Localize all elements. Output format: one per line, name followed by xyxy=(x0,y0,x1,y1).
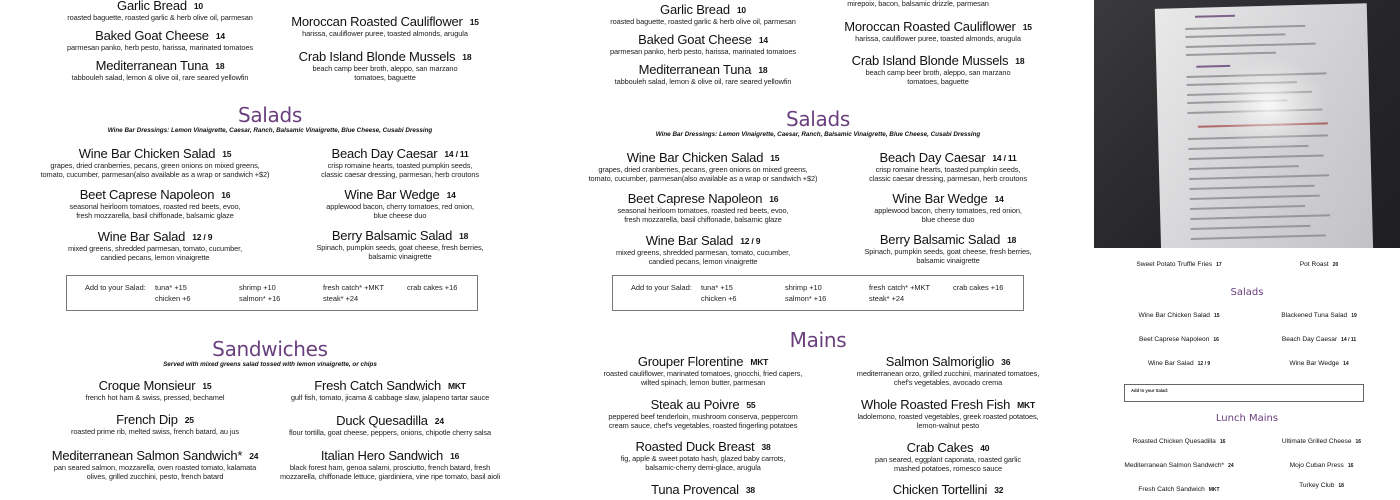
item-name: Wine Bar Chicken Salad xyxy=(626,150,764,165)
menu-item-tuna-provencal xyxy=(593,482,813,497)
item-price: 10 xyxy=(736,5,746,15)
item-price: 14 xyxy=(446,190,456,200)
item-name: Steak au Poivre xyxy=(650,397,740,412)
item-desc: wilted spinach, lemon butter, parmesan xyxy=(640,378,766,387)
menu-photo-panel xyxy=(1094,0,1400,500)
section-subtitle-dressings: Wine Bar Dressings: Lemon Vinaigrette, Caesar, Ranch, Balsamic Vinaigrette, Blue Cheese, Cusabi Dressing xyxy=(107,127,433,134)
mini-item-beach-caesar: Beach Day Caesar 14 / 11 xyxy=(1281,336,1357,343)
item-price: 32 xyxy=(994,485,1004,495)
item-desc: tomatoes, baguette xyxy=(907,77,969,86)
item-desc: beach camp beer broth, aleppo, san marzano xyxy=(312,64,458,73)
item-desc: tabbouleh salad, lemon & olive oil, rare seared yellowfin xyxy=(614,77,792,86)
item-name: Duck Quesadilla xyxy=(336,413,428,428)
item-price: 24 xyxy=(249,451,259,461)
item-name: Wine Bar Salad xyxy=(97,229,186,244)
item-name: Croque Monsieur xyxy=(98,378,196,393)
mini-item-turkey-club: Turkey Club 18 xyxy=(1299,482,1344,489)
addon-steak: steak* +24 xyxy=(869,294,905,303)
item-desc: Spinach, pumpkin seeds, goat cheese, fresh berries, xyxy=(864,247,1032,256)
item-desc: Spinach, pumpkin seeds, goat cheese, fresh berries, xyxy=(316,243,484,252)
menu-item-whole-roasted-fish xyxy=(838,397,1058,430)
item-desc: peppered beef tenderloin, mushroom conserva, peppercorn xyxy=(608,412,798,421)
menu-page-left xyxy=(0,0,548,500)
item-name: Berry Balsamic Salad xyxy=(331,228,453,243)
item-desc: french hot ham & swiss, pressed, bechamel xyxy=(85,393,225,402)
item-desc: balsamic vinaigrette xyxy=(368,252,432,261)
item-price: 38 xyxy=(761,442,771,452)
addons-label: Add to your Salad: xyxy=(85,283,146,292)
item-desc: parmesan panko, herb pesto, harissa, marinated tomatoes xyxy=(610,47,796,56)
menu-item-duck-quesadilla xyxy=(280,413,500,437)
menu-item-beet-caprese xyxy=(593,191,813,224)
mini-item-pot-roast: Pot Roast 20 xyxy=(1299,261,1339,268)
item-name: Mediterranean Tuna xyxy=(95,58,209,73)
item-name: Garlic Bread xyxy=(117,0,187,13)
menu-item-beach-day-caesar xyxy=(848,150,1048,183)
item-desc: flour tortilla, goat cheese, peppers, onions, chipotle cherry salsa xyxy=(289,428,491,437)
item-name: Salmon Salmoriglio xyxy=(885,354,995,369)
section-title-sandwiches: Sandwiches xyxy=(212,337,328,361)
item-desc: classic caesar dressing, parmesan, herb croutons xyxy=(321,170,479,179)
item-name: Beach Day Caesar xyxy=(879,150,986,165)
item-name: Crab Island Blonde Mussels xyxy=(851,53,1009,68)
item-desc: seasonal heirloom tomatoes, roasted red beets, evoo, xyxy=(69,202,241,211)
item-name: Wine Bar Chicken Salad xyxy=(78,146,216,161)
item-desc: tomato, cucumber, parmesan(also available as a wrap or sandwich +$2) xyxy=(40,170,270,179)
item-name: Wine Bar Salad xyxy=(645,233,734,248)
item-name: Mediterranean Salmon Sandwich* xyxy=(51,448,243,463)
menu-item-garlic-bread xyxy=(60,0,260,22)
menu-item-crab-cakes xyxy=(838,440,1058,473)
item-name: Moroccan Roasted Cauliflower xyxy=(844,19,1016,34)
item-desc: balsamic vinaigrette xyxy=(916,256,980,265)
menu-item-baked-goat-cheese xyxy=(60,28,260,52)
item-desc: crisp romaine hearts, toasted pumpkin seeds, xyxy=(327,161,473,170)
item-desc: classic caesar dressing, parmesan, herb croutons xyxy=(869,174,1027,183)
item-price: 15 xyxy=(469,17,479,27)
mini-item-chicken-quesadilla: Roasted Chicken Quesadilla 16 xyxy=(1132,438,1226,445)
item-price: 18 xyxy=(1015,56,1025,66)
menu-item-grouper-florentine xyxy=(588,354,818,387)
addons-label: Add to your Salad: xyxy=(631,283,692,292)
item-desc: parmesan panko, herb pesto, harissa, marinated tomatoes xyxy=(67,43,253,52)
item-name: Garlic Bread xyxy=(660,2,730,17)
menu-item-garlic-bread xyxy=(603,2,803,26)
item-price: 18 xyxy=(459,231,469,241)
item-desc: roasted cauliflower, marinated tomatoes, gnocchi, fried capers, xyxy=(603,369,803,378)
addon-tuna: tuna* +15 xyxy=(155,283,187,292)
menu-item-crab-island-mussels xyxy=(833,53,1043,86)
mini-item-wine-bar-salad: Wine Bar Salad 12 / 9 xyxy=(1147,360,1211,367)
item-desc: gulf fish, tomato, jicama & cabbage slaw, jalapeno tartar sauce xyxy=(290,393,490,402)
item-desc: ladolemono, roasted vegetables, greek roasted potatoes, xyxy=(857,412,1039,421)
item-desc: grapes, dried cranberries, pecans, green onions on mixed greens, xyxy=(50,161,260,170)
addon-salmon: salmon* +16 xyxy=(239,294,281,303)
mini-item-blackened-tuna: Blackened Tuna Salad 19 xyxy=(1281,312,1357,319)
item-price: 15 xyxy=(1022,22,1032,32)
item-price: 16 xyxy=(769,194,779,204)
item-name: Crab Island Blonde Mussels xyxy=(298,49,456,64)
item-price: 15 xyxy=(222,149,232,159)
item-desc: roasted prime rib, melted swiss, french batard, au jus xyxy=(71,427,239,436)
item-price: 14 / 11 xyxy=(992,153,1017,163)
item-price: 55 xyxy=(746,400,756,410)
item-name: Chicken Tortellini xyxy=(892,482,988,497)
item-name: Beach Day Caesar xyxy=(331,146,438,161)
menu-photo xyxy=(1094,0,1400,248)
menu-item-mediterranean-tuna xyxy=(603,62,803,86)
item-name: Fresh Catch Sandwich xyxy=(314,378,441,393)
item-desc: mixed greens, shredded parmesan, tomato, cucumber, xyxy=(67,244,243,253)
item-name: Italian Hero Sandwich xyxy=(320,448,444,463)
item-price: 14 / 11 xyxy=(444,149,469,159)
item-price: MKT xyxy=(750,357,769,367)
mini-item-salmon-sandwich: Mediterranean Salmon Sandwich* 24 xyxy=(1124,462,1234,469)
section-title-mains: Mains xyxy=(789,328,847,352)
item-desc: mediterranean orzo, grilled zucchini, marinated tomatoes, xyxy=(856,369,1040,378)
menu-item-croque-monsieur xyxy=(45,378,265,402)
item-desc: candied pecans, lemon vinaigrette xyxy=(648,257,758,266)
item-name: Wine Bar Wedge xyxy=(892,191,988,206)
item-price: 24 xyxy=(434,416,444,426)
item-price: 40 xyxy=(980,443,990,453)
addon-chicken: chicken +6 xyxy=(155,294,191,303)
item-price: 12 / 9 xyxy=(740,236,761,246)
item-desc: mixed greens, shredded parmesan, tomato, cucumber, xyxy=(615,248,791,257)
section-title-salads: Salads xyxy=(237,103,303,127)
item-price: 10 xyxy=(193,1,203,11)
mini-item-mojo-cuban: Mojo Cuban Press 16 xyxy=(1289,462,1354,469)
menu-item-beet-caprese xyxy=(45,187,265,220)
mini-menu-page xyxy=(1094,248,1400,500)
item-desc: fresh mozzarella, basil chiffonade, balsamic glaze xyxy=(624,215,782,224)
item-desc: balsamic-cherry demi-glace, arugula xyxy=(645,463,761,472)
mini-item-grilled-cheese: Ultimate Grilled Cheese 16 xyxy=(1281,438,1362,445)
menu-item-steak-au-poivre xyxy=(593,397,813,430)
mini-addons-box: Add to your Salad: xyxy=(1124,384,1364,402)
item-price: 12 / 9 xyxy=(192,232,213,242)
addon-shrimp: shrimp +10 xyxy=(785,283,822,292)
menu-item-berry-balsamic xyxy=(848,232,1048,265)
item-desc: fig, apple & sweet potato hash, glazed baby carrots, xyxy=(620,454,786,463)
mini-item-wine-bar-wedge: Wine Bar Wedge 14 xyxy=(1289,360,1349,367)
mini-item-chicken-salad: Wine Bar Chicken Salad 15 xyxy=(1138,312,1220,319)
menu-item-beach-day-caesar xyxy=(300,146,500,179)
light-glare xyxy=(1214,60,1324,150)
item-price: MKT xyxy=(447,381,466,391)
top-cut-desc: mirepoix, bacon, balsamic drizzle, parmesan xyxy=(847,0,989,8)
item-name: Moroccan Roasted Cauliflower xyxy=(291,14,463,29)
item-price: 18 xyxy=(462,52,472,62)
item-name: French Dip xyxy=(116,412,178,427)
item-price: 14 xyxy=(994,194,1004,204)
mini-item-beet-caprese: Beet Caprese Napoleon 16 xyxy=(1139,336,1219,343)
item-price: 15 xyxy=(202,381,212,391)
item-name: Beet Caprese Napoleon xyxy=(79,187,215,202)
addon-fresh-catch: fresh catch* +MKT xyxy=(869,283,930,292)
menu-item-wine-bar-salad xyxy=(593,233,813,266)
menu-item-wine-bar-chicken-salad xyxy=(40,146,270,179)
item-price: 18 xyxy=(215,61,225,71)
menu-item-wine-bar-wedge xyxy=(300,187,500,220)
addon-steak: steak* +24 xyxy=(323,294,359,303)
item-price: 38 xyxy=(745,485,755,495)
menu-item-wine-bar-wedge xyxy=(848,191,1048,224)
item-desc: candied pecans, lemon vinaigrette xyxy=(100,253,210,262)
item-price: 18 xyxy=(758,65,768,75)
item-desc: fresh mozzarella, basil chiffonade, balsamic glaze xyxy=(76,211,234,220)
item-desc: mashed potatoes, romesco sauce xyxy=(894,464,1002,473)
mini-item-fresh-catch: Fresh Catch Sandwich MKT xyxy=(1138,486,1220,493)
section-subtitle-sandwiches: Served with mixed greens salad tossed with lemon vinaigrette, or chips xyxy=(163,361,377,368)
menu-item-mediterranean-tuna xyxy=(60,58,260,82)
mini-title-salads: Salads xyxy=(1230,287,1264,298)
item-name: Roasted Duck Breast xyxy=(635,439,755,454)
menu-item-salmon-salmoriglio xyxy=(838,354,1058,387)
item-desc: lemon-walnut pesto xyxy=(916,421,980,430)
item-desc: applewood bacon, cherry tomatoes, red onion, xyxy=(326,202,474,211)
item-price: 14 xyxy=(215,31,225,41)
menu-item-chicken-tortellini xyxy=(838,482,1058,497)
item-desc: beach camp beer broth, aleppo, san marzano xyxy=(865,68,1011,77)
item-desc: tomato, cucumber, parmesan(also available as a wrap or sandwich +$2) xyxy=(588,174,818,183)
item-desc: pan seared, eggplant caponata, roasted garlic xyxy=(875,455,1021,464)
menu-item-french-dip xyxy=(45,412,265,436)
menu-item-med-salmon-sandwich xyxy=(45,448,265,481)
item-desc: roasted baguette, roasted garlic & herb olive oil, parmesan xyxy=(67,13,253,22)
addon-tuna: tuna* +15 xyxy=(701,283,733,292)
item-desc: grapes, dried cranberries, pecans, green onions on mixed greens, xyxy=(598,165,808,174)
section-subtitle-dressings: Wine Bar Dressings: Lemon Vinaigrette, Caesar, Ranch, Balsamic Vinaigrette, Blue Cheese, Cusabi Dressing xyxy=(655,131,981,138)
item-name: Grouper Florentine xyxy=(637,354,744,369)
addon-fresh-catch: fresh catch* +MKT xyxy=(323,283,384,292)
menu-item-moroccan-cauliflower xyxy=(280,14,490,38)
menu-page-middle xyxy=(548,0,1096,500)
item-price: 14 xyxy=(758,35,768,45)
addon-shrimp: shrimp +10 xyxy=(239,283,276,292)
item-desc: tabbouleh salad, lemon & olive oil, rare seared yellowfin xyxy=(71,73,249,82)
menu-item-roasted-duck-breast xyxy=(593,439,813,472)
item-name: Baked Goat Cheese xyxy=(638,32,752,47)
item-desc: applewood bacon, cherry tomatoes, red onion, xyxy=(874,206,1022,215)
item-desc: harissa, cauliflower puree, toasted almonds, arugula xyxy=(855,34,1021,43)
item-price: 16 xyxy=(221,190,231,200)
menu-item-fresh-catch-sandwich xyxy=(280,378,500,402)
item-price: MKT xyxy=(1017,400,1035,410)
item-desc: chef's vegetables, avocado crema xyxy=(893,378,1003,387)
menu-item-italian-hero xyxy=(280,448,500,481)
item-price: 16 xyxy=(450,451,460,461)
item-name: Wine Bar Wedge xyxy=(344,187,440,202)
menu-item-moroccan-cauliflower xyxy=(833,19,1043,43)
item-name: Berry Balsamic Salad xyxy=(879,232,1001,247)
item-desc: mozzarella, chiffonade lettuce, giardiniera, vine ripe tomato, basil aioli xyxy=(280,472,501,481)
item-name: Mediterranean Tuna xyxy=(638,62,752,77)
item-price: 36 xyxy=(1001,357,1011,367)
menu-item-baked-goat-cheese xyxy=(603,32,803,56)
item-desc: harissa, cauliflower puree, toasted almonds, arugula xyxy=(302,29,468,38)
addon-crab-cakes: crab cakes +16 xyxy=(407,283,458,292)
item-desc: cream sauce, chef's vegetables, roasted fingerling potatoes xyxy=(608,421,798,430)
item-desc: seasonal heirloom tomatoes, roasted red beets, evoo, xyxy=(617,206,789,215)
item-desc: black forest ham, genoa salami, prosciutto, french batard, fresh xyxy=(289,463,491,472)
mini-item-sweet-potato-fries: Sweet Potato Truffle Fries 17 xyxy=(1136,261,1222,268)
addon-crab-cakes: crab cakes +16 xyxy=(953,283,1004,292)
item-name: Tuna Provencal xyxy=(651,482,739,497)
item-name: Crab Cakes xyxy=(906,440,974,455)
menu-item-crab-island-mussels xyxy=(280,49,490,82)
item-price: 15 xyxy=(770,153,780,163)
addon-salmon: salmon* +16 xyxy=(785,294,827,303)
item-desc: olives, grilled zucchini, pesto, french batard xyxy=(86,472,224,481)
item-name: Beet Caprese Napoleon xyxy=(627,191,763,206)
item-desc: blue cheese duo xyxy=(373,211,427,220)
item-name: Whole Roasted Fresh Fish xyxy=(861,397,1011,412)
item-desc: pan seared salmon, mozzarella, oven roasted tomato, kalamata xyxy=(53,463,257,472)
salad-addons-box xyxy=(66,275,478,311)
item-desc: roasted baguette, roasted garlic & herb olive oil, parmesan xyxy=(610,17,796,26)
item-name: Baked Goat Cheese xyxy=(95,28,209,43)
section-title-salads: Salads xyxy=(785,107,851,131)
item-price: 18 xyxy=(1007,235,1017,245)
addon-chicken: chicken +6 xyxy=(701,294,737,303)
item-desc: blue cheese duo xyxy=(921,215,975,224)
item-desc: crisp romaine hearts, toasted pumpkin seeds, xyxy=(875,165,1021,174)
salad-addons-box xyxy=(612,275,1024,311)
menu-item-berry-balsamic xyxy=(300,228,500,261)
item-price: 25 xyxy=(184,415,194,425)
item-desc: tomatoes, baguette xyxy=(354,73,416,82)
menu-item-wine-bar-chicken-salad xyxy=(588,150,818,183)
mini-title-lunch-mains: Lunch Mains xyxy=(1215,413,1279,424)
menu-item-wine-bar-salad xyxy=(45,229,265,262)
